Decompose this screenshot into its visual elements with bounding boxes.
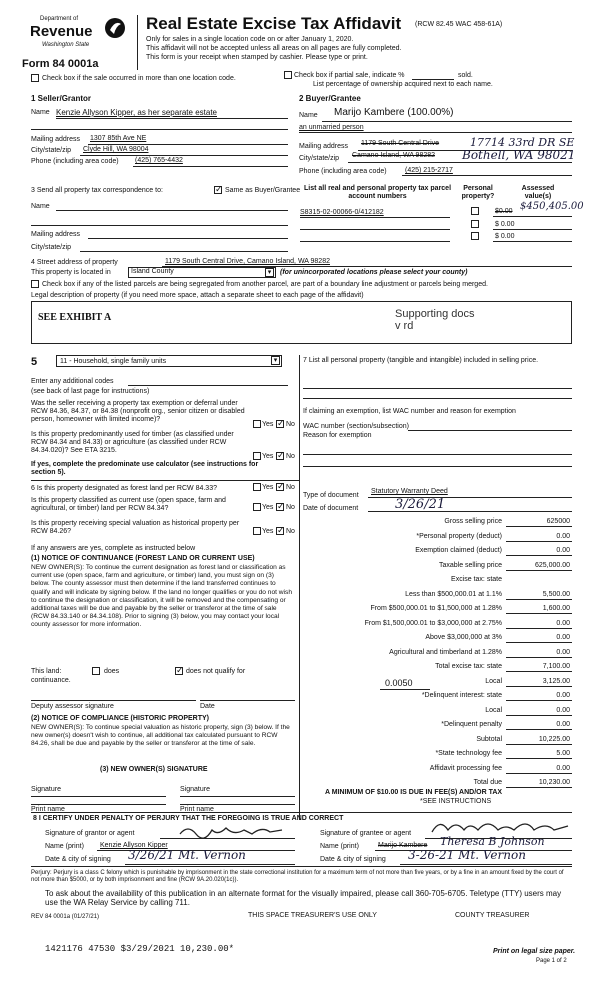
tax-row-value[interactable]: 625,000.00 [534, 561, 570, 569]
assessed-value-3[interactable]: $ 0.00 [495, 233, 515, 240]
doc-type-label: Type of document [303, 492, 359, 499]
buyer-name-2-field[interactable]: an unmarried person [299, 124, 364, 131]
tax-row-value[interactable]: 0.00 [556, 764, 570, 772]
tax-row-value[interactable]: 10,225.00 [538, 735, 570, 743]
historical-no-checkbox[interactable] [276, 527, 284, 535]
historical-yes-checkbox[interactable] [253, 527, 261, 535]
current-use-no-label: No [286, 504, 295, 511]
historical-question: Is this property receiving special valuation as historical property per RCW 84.26? [31, 520, 240, 535]
grantor-name-label: Name (print) [45, 843, 84, 850]
tax-row-label: Gross selling price [444, 518, 502, 525]
doc-date-handwritten[interactable]: 3/26/21 [395, 497, 446, 512]
additional-codes-label: Enter any additional codes [31, 378, 114, 385]
seller-city-field[interactable]: Clyde Hill, WA 98004 [83, 146, 149, 153]
tax-row-value[interactable]: 0.00 [556, 634, 570, 641]
segregated-label: Check box if any of the listed parcels are being segregated from another parcel, are part of a boundary line adjustment or parcels being merged. [42, 281, 488, 288]
tax-row-label: *State technology fee [435, 750, 502, 757]
tax-row-label: *Delinquent penalty [441, 721, 502, 728]
seller-mail-field[interactable]: 1307 85th Ave NE [90, 135, 147, 142]
timber-yes-label: Yes [262, 453, 274, 460]
if-yes-instructions: If any answers are yes, complete as instructed below [31, 545, 196, 552]
tax-row-label: Local [485, 706, 502, 714]
exemption-wac-label: If claiming an exemption, list WAC number and reason for exemption [303, 408, 516, 415]
new-owner-signature-heading: (3) NEW OWNER(S) SIGNATURE [100, 766, 208, 773]
historical-yes-label: Yes [262, 528, 274, 535]
multi-location-checkbox[interactable] [31, 74, 39, 82]
tax-row-value[interactable]: 0.00 [556, 721, 570, 728]
grantee-name-label: Name (print) [320, 843, 359, 850]
page-title: Real Estate Excise Tax Affidavit [146, 14, 402, 33]
treasurer-stamp: 1421176 47530 $3/29/2021 10,230.00* [45, 944, 235, 954]
tax-row-value[interactable]: 0.00 [556, 692, 570, 699]
personal-property-3-checkbox[interactable] [471, 232, 479, 240]
seller-city-label: City/state/zip [31, 147, 72, 154]
certify-heading: 8 I CERTIFY UNDER PENALTY OF PERJURY THAT THE FOREGOING IS TRUE AND CORRECT [33, 815, 344, 822]
does-checkbox[interactable] [92, 667, 100, 675]
located-in-label: This property is located in [31, 269, 111, 276]
does-not-label: does not qualify for [186, 668, 246, 675]
tax-row-label: Subtotal [476, 735, 502, 743]
notice2-title: (2) NOTICE OF COMPLIANCE (HISTORIC PROPERTY) [31, 715, 209, 722]
section3-heading: 3 Send all property tax correspondence to: [31, 187, 163, 194]
notice1-title: (1) NOTICE OF CONTINUANCE (FOREST LAND OR CURRENT USE) [31, 555, 255, 562]
buyer-mail-label: Mailing address [299, 143, 349, 150]
county-select[interactable] [128, 267, 276, 278]
tax-row-value[interactable]: 0.00 [556, 706, 570, 714]
tax-row-value[interactable]: 1,600.00 [542, 605, 570, 612]
personal-property-1-checkbox[interactable] [471, 207, 479, 215]
tax-row-value[interactable]: 7,100.00 [542, 663, 570, 670]
grantor-name-field[interactable]: Kenzie Allyson Kipper [100, 842, 168, 849]
segregated-checkbox[interactable] [31, 280, 39, 288]
tax-row-label: From $500,000.01 to $1,500,000 at 1.28% [370, 605, 502, 612]
partial-sale-label: Check box if partial sale, indicate % [294, 72, 405, 79]
alternate-format-note: To ask about the availability of this publication in an alternate format for the visually impaired, please call 360-705-6705. Teletype (TTY) users may use the WA Relay Service by calling 711. [45, 889, 562, 907]
treasurer-use-label: THIS SPACE TREASURER'S USE ONLY [248, 912, 377, 919]
subtitle-3: This form is your receipt when stamped by cashier. Please type or print. [146, 54, 368, 61]
unincorporated-note: (for unincorporated locations please select your county) [280, 269, 468, 276]
list-percentage-label: List percentage of ownership acquired next to each name. [313, 81, 493, 88]
street-address-field[interactable]: 1179 South Central Drive, Camano Island, WA 98282 [165, 258, 330, 265]
current-use-question: Is this property classified as current use (open space, farm and agricultural, or timber) land per RCW 84.34? [31, 497, 226, 512]
grantee-date-handwritten[interactable]: 3-26-21 Mt. Vernon [408, 848, 526, 862]
tax-row-value[interactable]: 3,125.00 [542, 677, 570, 685]
sold-label: sold. [458, 72, 473, 79]
deputy-date-label: Date [200, 703, 215, 710]
forest-yes-label: Yes [262, 484, 274, 491]
subtitle-2: This affidavit will not be accepted unless all areas on all pages are fully completed. [146, 45, 402, 52]
tax-row-label: Excise tax: state [451, 576, 502, 583]
current-use-yes-label: Yes [262, 504, 274, 511]
see-instructions-note: *SEE INSTRUCTIONS [420, 798, 492, 805]
tax-row-label: Above $3,000,000 at 3% [425, 634, 502, 641]
local-rate-field[interactable]: 0.0050 [385, 678, 413, 688]
current-use-yes-checkbox[interactable] [253, 503, 261, 511]
tax-row-label: Affidavit processing fee [429, 764, 502, 772]
dept-line3: Washington State [42, 42, 90, 48]
timber-note: If yes, complete the predominate use calculator (see instructions for section 5). [31, 461, 259, 476]
tax-row-label: Agricultural and timberland at 1.28% [389, 648, 502, 656]
tax-row-label: Taxable selling price [438, 561, 502, 569]
grantor-date-label: Date & city of signing [45, 856, 111, 863]
doc-date-label: Date of document [303, 505, 359, 512]
timber-question: Is this property predominantly used for timber (as classified under RCW 84.34 and 84.33) or agriculture (as classified under RCW 84.34.020)? See ETA 3215. [31, 431, 234, 454]
partial-sale-checkbox[interactable] [284, 71, 292, 79]
legal-description-label: Legal description of property (if you need more space, attach a separate sheet to each page of the affidavit) [31, 292, 364, 299]
grantee-name-handwritten[interactable]: Theresa B Johnson [440, 835, 545, 848]
tax-row-value[interactable]: 0.00 [556, 648, 570, 656]
tax-row-value[interactable]: 5.00 [556, 750, 570, 757]
grantee-name-struck: Marijo Kambere [378, 842, 428, 849]
grantor-date-handwritten[interactable]: 3/26/21 Mt. Vernon [128, 848, 246, 862]
assessed-value-1-handwritten[interactable]: $450,405.00 [520, 201, 584, 212]
legal-paper-note: Print on legal size paper. [493, 948, 576, 955]
forest-yes-checkbox[interactable] [253, 483, 261, 491]
buyer-city-struck: Camano Island, WA 98282 [352, 152, 436, 159]
historical-no-label: No [286, 528, 295, 535]
assessed-value-1-struck: $0.00 [495, 208, 513, 215]
seller-mail-label: Mailing address [31, 136, 81, 143]
section7-heading: 7 List all personal property (tangible and intangible) included in selling price. [303, 357, 539, 364]
assessed-value-header: Assessed value(s) [521, 185, 555, 200]
notice2-body: NEW OWNER(S): To continue special valuation as historic property, sign (3) below. If the new owner(s) doesn't wish to continue, all additional tax calculated pursuant to RCW 84.26, shall be due and payable by the seller or transferor at the time of sale. [31, 724, 290, 748]
buyer-heading: 2 Buyer/Grantee [299, 94, 361, 103]
buyer-name-field[interactable]: Marijo Kambere (100.00%) [334, 107, 454, 118]
title-ref: (RCW 82.45 WAC 458-61A) [415, 21, 503, 28]
tax-row-label: *Delinquent interest: state [421, 692, 502, 699]
county-value: Island County [131, 268, 174, 275]
chevron-down-icon: ▾ [271, 356, 280, 365]
exemption-yes-checkbox[interactable] [253, 420, 261, 428]
revision-label: REV 84 0001a (01/27/21) [31, 914, 100, 920]
tax-row-label: Total due [473, 779, 502, 786]
personal-property-header: Personal property? [461, 185, 495, 200]
personal-property-2-checkbox[interactable] [471, 220, 479, 228]
tax-row-value[interactable]: 0.00 [556, 532, 570, 540]
forest-question: 6 Is this property designated as forest land per RCW 84.33? [31, 485, 217, 492]
timber-no-checkbox[interactable] [276, 452, 284, 460]
exemption-no-checkbox[interactable] [276, 420, 284, 428]
form-number: Form 84 0001a [22, 58, 99, 70]
owner-print-name-label-1: Print name [31, 806, 65, 813]
timber-yes-checkbox[interactable] [253, 452, 261, 460]
legal-description-box[interactable] [31, 301, 572, 344]
tax-row-value[interactable]: 0.00 [556, 619, 570, 627]
forest-no-label: No [286, 484, 295, 491]
land-use-select[interactable] [56, 355, 282, 367]
parcel-number-1[interactable]: S8315-02-00066-0/412182 [300, 209, 384, 216]
supporting-docs-overlay: Supporting docs v rd [395, 308, 475, 332]
parcel-list-header: List all real and personal property tax parcel account numbers [303, 185, 452, 200]
seller-phone-field[interactable]: (425) 765-4432 [135, 157, 183, 164]
current-use-no-checkbox[interactable] [276, 503, 284, 511]
buyer-city-label: City/state/zip [299, 155, 340, 162]
section3-mail-label: Mailing address [31, 231, 81, 238]
grantor-signature-label: Signature of grantor or agent [45, 830, 135, 837]
owner-signature-label-1: Signature [31, 786, 61, 793]
grantee-signature-label: Signature of grantee or agent [320, 830, 412, 837]
tax-row-label: Local [485, 677, 502, 685]
chevron-down-icon: ▾ [265, 268, 274, 277]
grantee-date-label: Date & city of signing [320, 856, 386, 863]
buyer-mail-handwritten[interactable]: 17714 33rd DR SE [470, 136, 575, 149]
wac-number-label: WAC number (section/subsection) [303, 423, 409, 430]
buyer-mail-struck: 1179 South Central Drive [361, 140, 440, 147]
exemption-yes-label: Yes [262, 421, 274, 428]
continuance-label: continuance. [31, 677, 71, 684]
dept-line2: Revenue [30, 23, 93, 40]
owner-signature-label-2: Signature [180, 786, 210, 793]
page-number: Page 1 of 2 [536, 958, 567, 964]
section3-city-label: City/state/zip [31, 244, 72, 251]
exemption-no-label: No [286, 421, 295, 428]
tax-row-label: Total excise tax: state [435, 663, 502, 670]
assessed-value-2[interactable]: $ 0.00 [495, 221, 515, 228]
tax-row-value[interactable]: 0.00 [556, 547, 570, 554]
buyer-phone-field[interactable]: (425) 215-2717 [405, 167, 453, 174]
tax-row-label: *Personal property (deduct) [416, 532, 502, 540]
same-as-buyer-label: Same as Buyer/Grantee [225, 187, 301, 194]
legal-description-text: SEE EXHIBIT A [38, 312, 112, 323]
seller-phone-label: Phone (including area code) [31, 158, 119, 165]
tax-row-label: From $1,500,000.01 to $3,000,000 at 2.75% [364, 619, 502, 627]
tax-row-label: Less than $500,000.01 at 1.1% [405, 590, 502, 598]
land-use-value: 11 - Household, single family units [60, 358, 167, 365]
buyer-name-label: Name [299, 112, 318, 119]
section5-heading: 5 [31, 356, 38, 368]
same-as-buyer-checkbox[interactable] [214, 186, 222, 194]
tax-row-value[interactable]: 10,230.00 [538, 779, 570, 786]
tax-row-value[interactable]: 625000 [546, 518, 570, 525]
seller-name-label: Name [31, 109, 50, 116]
does-not-checkbox[interactable] [175, 667, 183, 675]
dor-emblem-icon [104, 16, 126, 40]
dor-logo [22, 14, 130, 58]
doc-type-field[interactable]: Statutory Warranty Deed [371, 488, 448, 495]
dept-line1: Department of [40, 16, 79, 22]
minimum-due-note: A MINIMUM OF $10.00 IS DUE IN FEE(S) AND/OR TAX [325, 789, 503, 796]
section3-name-label: Name [31, 203, 50, 210]
does-label: does [104, 668, 120, 675]
subtitle-1: Only for sales in a single location code on or after January 1, 2020. [146, 36, 354, 43]
county-treasurer-label: COUNTY TREASURER [455, 912, 530, 919]
seller-heading: 1 Seller/Grantor [31, 94, 92, 103]
multi-location-label: Check box if the sale occurred in more than one location code. [42, 75, 236, 82]
tax-row-label: Exemption claimed (deduct) [415, 547, 502, 554]
tax-row-value[interactable]: 5,500.00 [542, 590, 570, 598]
buyer-city-handwritten[interactable]: Bothell, WA 98021 [462, 148, 576, 162]
buyer-phone-label: Phone (including area code) [299, 168, 387, 175]
timber-no-label: No [286, 453, 295, 460]
perjury-notice: Perjury: Perjury is a class C felony which is punishable by imprisonment in the state correctional institution for a maximum term of not more than five years, or by a fine in an amount fixed by the court of not more than $5000, or by both imprisonment and fine (RCW 9A.20.020(1c)). [31, 870, 564, 883]
seller-name-field[interactable]: Kenzie Allyson Kipper, as her separate estate [56, 108, 217, 117]
see-back-label: (see back of last page for instructions) [31, 388, 150, 395]
street-address-label: 4 Street address of property [31, 259, 118, 266]
deputy-signature-label: Deputy assessor signature [31, 703, 114, 710]
exemption-question: Was the seller receiving a property tax exemption or deferral under RCW 84.36, 84.37, or 84.38 (nonprofit org., senior citizen or disabled person, homeowner with limited income)? [31, 400, 245, 423]
reason-label: Reason for exemption [303, 432, 372, 439]
this-land-label: This land: [31, 668, 62, 675]
owner-print-name-label-2: Print name [180, 806, 214, 813]
forest-no-checkbox[interactable] [276, 483, 284, 491]
notice1-body: NEW OWNER(S): To continue the current designation as forest land or classification as current use (open space, farm and agriculture, or timber) land, you must sign on (3) below. The county assessor must then determine if the land transferred continues to qualify and will indicate by signing below. If the land no longer qualifies or you do not wish to continue the designation or classification, it will be removed and the compensating or additional taxes will be due and payable by the seller or transferor at the time of sale (RCW 84.33.140 or 84.34.108). Prior to signing (3) below, you may contact your local county assessor for more information. [31, 564, 292, 629]
